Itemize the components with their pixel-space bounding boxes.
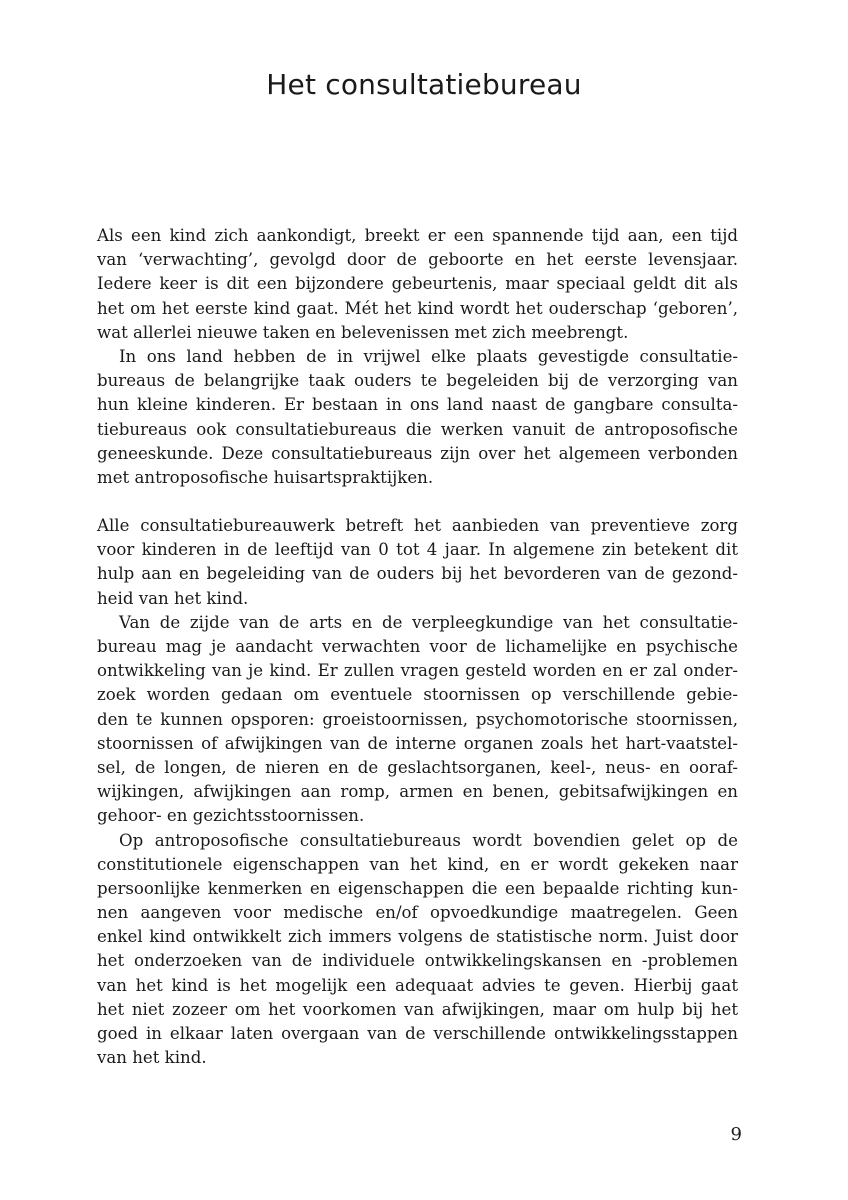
text-line: stoornissen of afwijkingen van de interne organen zoals het hart-vaatstel- <box>97 733 738 753</box>
text-line: heid van het kind. <box>97 588 249 608</box>
text-line: tiebureaus ook consultatiebureaus die werken vanuit de antroposofische <box>97 419 738 439</box>
text-line: Alle consultatiebureauwerk betreft het aanbieden van preventieve zorg <box>97 516 738 536</box>
paragraph-2 <box>97 345 738 490</box>
paragraph-3 <box>97 514 738 611</box>
text-line: zoek worden gedaan om eventuele stoornissen op verschillende gebie- <box>97 685 738 705</box>
text-line: Als een kind zich aankondigt, breekt er een spannende tijd aan, een tijd <box>97 226 738 245</box>
text-line: het onderzoeken van de individuele ontwikkelingskansen en -problemen <box>97 951 738 971</box>
text-line: van ‘verwachting’, gevolgd door de geboorte en het eerste levensjaar. <box>97 250 738 270</box>
text-line: nen aangeven voor medische en/of opvoedkundige maatregelen. Geen <box>97 903 738 923</box>
paragraph-1 <box>97 224 738 345</box>
section-break <box>97 490 738 514</box>
text-line: Op antroposofische consultatiebureaus wordt bovendien gelet op de <box>119 830 738 850</box>
text-line: sel, de longen, de nieren en de geslachtsorganen, keel-, neus- en ooraf- <box>97 757 738 777</box>
text-line: het niet zozeer om het voorkomen van afwijkingen, maar om hulp bij het <box>97 999 738 1019</box>
text-line: In ons land hebben de in vrijwel elke plaats gevestigde consultatie- <box>119 346 738 366</box>
paragraph-5 <box>97 829 738 1071</box>
chapter-title: Het consultatiebureau <box>266 68 582 101</box>
text-line: Van de zijde van de arts en de verpleegkundige van het consultatie- <box>119 612 738 632</box>
text-line: enkel kind ontwikkelt zich immers volgens de statistische norm. Juist door <box>97 927 738 947</box>
page-number: 9 <box>730 1124 742 1145</box>
text-line: persoonlijke kenmerken en eigenschappen die een bepaalde richting kun- <box>97 878 738 898</box>
text-line: wijkingen, afwijkingen aan romp, armen en benen, gebitsafwijkingen en <box>97 782 738 802</box>
text-line: gehoor- en gezichtsstoornissen. <box>97 806 365 826</box>
text-line: van het kind is het mogelijk een adequaat advies te geven. Hierbij gaat <box>97 975 738 995</box>
text-line: den te kunnen opsporen: groeistoornissen, psychomotorische stoornissen, <box>97 709 738 729</box>
text-line: van het kind. <box>97 1048 207 1068</box>
text-line: geneeskunde. Deze consultatiebureaus zijn over het algemeen verbonden <box>97 443 738 463</box>
text-line: wat allerlei nieuwe taken en belevenissen met zich meebrengt. <box>97 322 629 342</box>
text-line: constitutionele eigenschappen van het kind, en er wordt gekeken naar <box>97 854 738 874</box>
text-line: hun kleine kinderen. Er bestaan in ons land naast de gangbare consulta- <box>97 395 738 415</box>
text-line: Iedere keer is dit een bijzondere gebeurtenis, maar speciaal geldt dit als <box>97 274 738 294</box>
text-line: ontwikkeling van je kind. Er zullen vragen gesteld worden en er zal onder- <box>97 661 738 681</box>
text-line: met antroposofische huisartspraktijken. <box>97 467 434 487</box>
text-line: het om het eerste kind gaat. Mét het kind wordt het ouderschap ‘geboren’, <box>97 298 738 318</box>
text-line: goed in elkaar laten overgaan van de verschillende ontwikkelingsstappen <box>97 1024 738 1043</box>
text-line: bureau mag je aandacht verwachten voor de lichamelijke en psychische <box>97 637 738 656</box>
paragraph-4 <box>97 611 738 829</box>
text-line: bureaus de belangrijke taak ouders te begeleiden bij de verzorging van <box>97 371 738 391</box>
text-line: hulp aan en begeleiding van de ouders bij het bevorderen van de gezond- <box>97 564 738 584</box>
text-line: voor kinderen in de leeftijd van 0 tot 4 jaar. In algemene zin betekent dit <box>97 540 738 560</box>
body-text <box>97 224 738 1070</box>
